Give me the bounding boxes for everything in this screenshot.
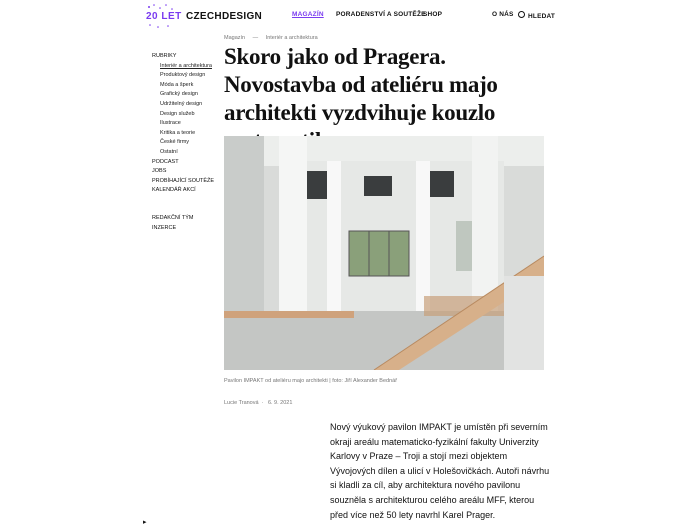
search-icon bbox=[518, 11, 525, 18]
logo-anniversary: 20 LET bbox=[146, 11, 182, 22]
sidebar-item-ilustrace[interactable]: Ilustrace bbox=[160, 120, 181, 127]
breadcrumb-separator: — bbox=[252, 35, 259, 41]
sidebar bbox=[152, 52, 222, 233]
article-perex: Nový výukový pavilon IMPAKT je umístěn při severním okraji areálu matematicko-fyzikální fakulty Univerzity Karlovy v Praze – Troji a stojí mezi objektem Vývojových dílen a ulicí v Holešovičkách. Autoři návrhu si kladli za cíl, aby architektura nového pavilonu souzněla s architekturou celého areálu MFF, kterou před více než 50 lety navrhl Karel Prager. bbox=[330, 422, 550, 520]
nav-poradenstvi[interactable]: PORADENSTVÍ A SOUTĚŽE bbox=[336, 11, 426, 18]
sidebar-item-redakce[interactable]: REDAKČNÍ TÝM bbox=[152, 214, 194, 221]
image-caption: Pavilon IMPAKT od ateliéru majo architekti | foto: Jiří Alexander Bednář bbox=[224, 378, 398, 384]
breadcrumb-category[interactable]: Interiér a architektura bbox=[265, 35, 318, 41]
article-title: Skoro jako od Pragera. Novostavba od ateliéru majo architekti vyzdvihuje kouzlo bbox=[224, 44, 498, 125]
sidebar-item-sluzby[interactable]: Design služeb bbox=[160, 110, 195, 117]
article-date: 6. 9. 2021 bbox=[267, 400, 293, 406]
breadcrumb-magazin[interactable]: Magazín bbox=[224, 35, 246, 41]
byline-separator: · bbox=[261, 400, 264, 406]
nav-o-nas[interactable]: O NÁS bbox=[492, 11, 514, 18]
breadcrumb bbox=[224, 35, 324, 41]
sidebar-item-udrzitelny[interactable]: Udržitelný design bbox=[160, 100, 203, 107]
search-label: HLEDAT bbox=[528, 13, 556, 20]
article-author[interactable]: Lucie Tranová bbox=[224, 400, 259, 406]
interior-photo bbox=[224, 136, 544, 370]
sidebar-spacer bbox=[152, 196, 222, 214]
sidebar-rubriky[interactable]: RUBRIKY bbox=[152, 53, 177, 59]
sidebar-item-produktovy[interactable]: Produktový design bbox=[160, 72, 206, 79]
article-hero-image bbox=[224, 136, 544, 370]
mouse-cursor-icon: ▸ bbox=[143, 519, 147, 526]
logo-wordmark: CZECHDESIGN bbox=[186, 11, 263, 22]
sidebar-item-interier[interactable]: Interiér a architektura bbox=[160, 62, 212, 69]
sidebar-item-ostatni[interactable]: Ostatní bbox=[160, 148, 178, 155]
sidebar-item-jobs[interactable]: JOBS bbox=[152, 168, 167, 175]
nav-magazin[interactable]: MAGAZÍN bbox=[292, 11, 324, 18]
sidebar-item-inzerce[interactable]: INZERCE bbox=[152, 224, 177, 231]
article-byline bbox=[224, 400, 295, 406]
top-navigation bbox=[0, 0, 700, 30]
sidebar-item-podcast[interactable]: PODCAST bbox=[152, 158, 179, 165]
sidebar-item-firmy[interactable]: České firmy bbox=[160, 139, 190, 146]
sidebar-item-souteze[interactable]: PROBÍHAJÍCÍ SOUTĚŽE bbox=[152, 177, 215, 184]
nav-search[interactable] bbox=[518, 11, 555, 20]
sidebar-item-moda[interactable]: Móda a šperk bbox=[160, 81, 194, 88]
nav-shop[interactable]: SHOP bbox=[423, 11, 443, 18]
sidebar-item-graficky[interactable]: Grafický design bbox=[160, 91, 198, 98]
site-logo[interactable] bbox=[146, 3, 276, 29]
sidebar-item-kritika[interactable]: Kritika a teorie bbox=[160, 129, 196, 136]
sidebar-item-kalendar[interactable]: KALENDÁŘ AKCÍ bbox=[152, 187, 196, 194]
